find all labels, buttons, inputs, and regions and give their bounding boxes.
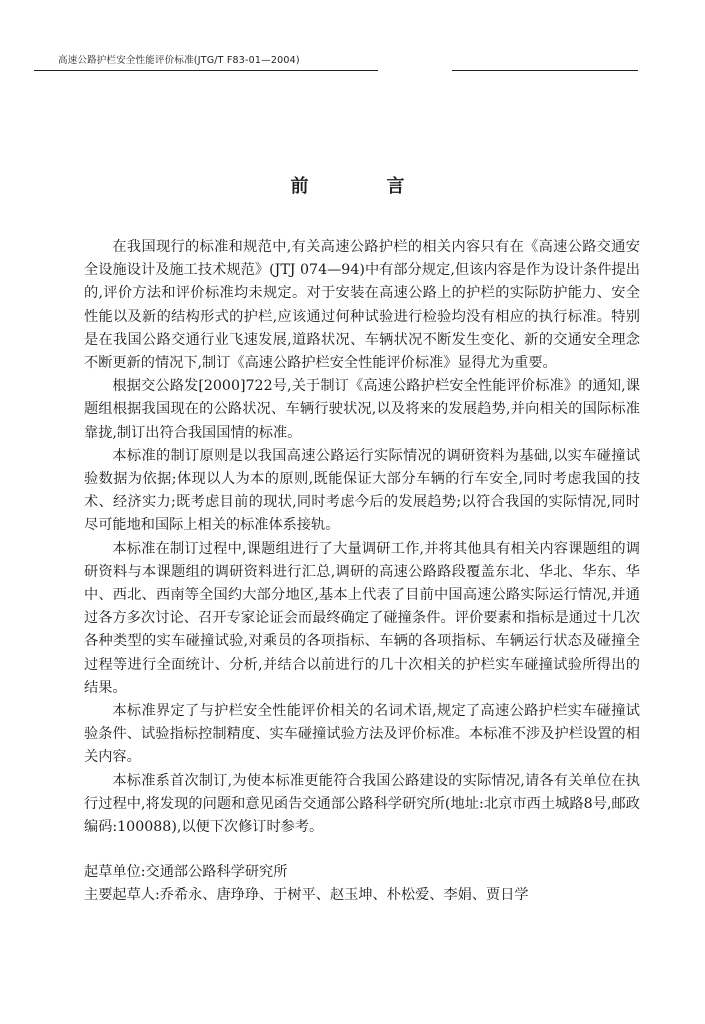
paragraph-1: 在我国现行的标准和规范中,有关高速公路护栏的相关内容只有在《高速公路交通安全设施设计及施工技术规范》(JTJ 074—94)中有部分规定,但该内容是作为设计条件提出的,评价方法和评价标准均未规定。对于安装在高速公路上的护栏的实际防护能力、安全性能以及新的结构形式的护栏,应该通过何种试验进行检验均没有相应的执行标准。特别是在我国公路交通行业飞速发展,道路状况、车辆状况不断发生变化、新的交通安全理念不断更新的情况下,制订《高速公路护栏安全性能评价标准》显得尤为重要。: [84, 239, 640, 372]
preface-body: [84, 236, 640, 839]
page-title: 前 言: [290, 176, 435, 197]
running-header: 高速公路护栏安全性能评价标准(JTG/T F83-01—2004): [58, 55, 300, 66]
paragraph-2: 根据交公路发[2000]722号,关于制订《高速公路护栏安全性能评价标准》的通知,课题组根据我国现在的公路状况、车辆行驶状况,以及将来的发展趋势,并向相关的国际标准靠拢,制订出符合我国国情的标准。: [84, 378, 640, 441]
paragraph-5: 本标准界定了与护栏安全性能评价相关的名词术语,规定了高速公路护栏实车碰撞试验条件、试验指标控制精度、实车碰撞试验方法及评价标准。本标准不涉及护栏设置的相关内容。: [84, 703, 640, 766]
drafting-unit: 起草单位:交通部公路科学研究所: [84, 864, 288, 880]
header-rule-left: [34, 70, 378, 71]
main-drafters: 主要起草人:乔希永、唐琤琤、于树平、赵玉坤、朴松爱、李娟、贾日学: [84, 887, 529, 903]
header-rule-right: [452, 70, 638, 71]
paragraph-4: 本标准在制订过程中,课题组进行了大量调研工作,并将其他具有相关内容课题组的调研资料与本课题组的调研资料进行汇总,调研的高速公路路段覆盖东北、华北、华东、华中、西北、西南等全国约大部分地区,基本上代表了目前中国高速公路实际运行情况,并通过各方多次讨论、召开专家论证会而最终确定了碰撞条件。评价要素和指标是通过十几次各种类型的实车碰撞试验,对乘员的各项指标、车辆的各项指标、车辆运行状态及碰撞全过程等进行全面统计、分析,并结合以前进行的几十次相关的护栏实车碰撞试验所得出的结果。: [84, 540, 640, 696]
credits: [84, 861, 640, 907]
paragraph-6: 本标准系首次制订,为使本标准更能符合我国公路建设的实际情况,请各有关单位在执行过程中,将发现的问题和意见函告交通部公路科学研究所(地址:北京市西土城路8号,邮政编码:100088),以便下次修订时参考。: [84, 772, 640, 836]
paragraph-3: 本标准的制订原则是以我国高速公路运行实际情况的调研资料为基础,以实车碰撞试验数据为依据;体现以人为本的原则,既能保证大部分车辆的行车安全,同时考虑我国的技术、经济实力;既考虑目前的现状,同时考虑今后的发展趋势;以符合我国的实际情况,同时尽可能地和国际上相关的标准体系接轨。: [84, 447, 640, 534]
